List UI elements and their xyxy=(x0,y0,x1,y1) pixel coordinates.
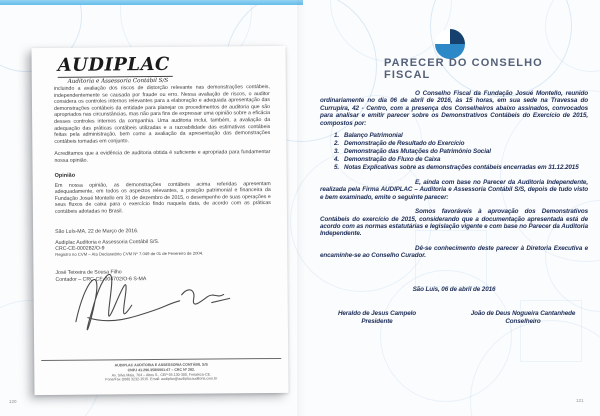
list-item-number: 3. xyxy=(334,148,340,156)
paragraph-encaminhe: Dê-se conhecimento deste parecer à Diretoria Executiva e encaminhe-se ao Conselho Curador. xyxy=(320,244,588,260)
footer-line: CNPJ 41.296.358/0001-67 – CRC Nº 282. xyxy=(127,367,196,373)
paragraph-intro: O Conselho Fiscal da Fundação Josué Montello, reunido ordinariamente no dia 06 de abril de 2016, às 15 horas, em sua sede na Travessa do Currupira, 42 - Centro, com a presença dos Conselheiros abaixo assinados, convocados para analisar e emitir parecer sobre os Demonstrativos Contábeis do Exercício de 2015, compostos por: xyxy=(320,90,588,127)
right-page-number: 121 xyxy=(576,398,584,403)
paragraph-evidence: Acreditamos que a evidência de auditoria obtida é suficiente e apropriada para fundamentar nossa opinião. xyxy=(54,149,271,164)
audiplac-tagline: Auditoria e Assessoria Contábil S/S xyxy=(67,77,169,85)
firm-cvm-line: Registro no CVM – Ato Declaratório CVM Nº 7.049 de 01 de Fevereiro de 2004. xyxy=(55,250,204,258)
signatures-row xyxy=(320,310,588,326)
list-item-text: Demonstração de Resultado do Exercício xyxy=(344,140,465,148)
parecer-body xyxy=(320,90,588,326)
paragraph-risks: incluindo a avaliação dos riscos de distorção relevante nas demonstrações contábeis, independentemente se causada por fraude ou erro. Nessa avaliação de riscos, o auditor considera os controles internos relevantes para a elaboração e adequada apresentação das demonstrações contábeis da entidade para planejar os procedimentos de auditoria que são apropriados nas circunstâncias, mas não para fins de expressar uma opinião sobre a eficácia desses controles internos da companhia. Uma auditoria inclui, também, a avaliação da adequação das práticas contábeis utilizadas e a razoabilidade das estimativas contábeis feitas pela administração, bem como a avaliação da apresentação das demonstrações contábeis tomadas em conjunto. xyxy=(53,84,271,145)
list-item xyxy=(334,132,588,140)
list-item xyxy=(334,148,588,156)
list-item-number: 2. xyxy=(334,140,340,148)
signer-role: Contador – CRC-CE-004702/O-6 S-MA xyxy=(55,275,147,283)
paragraph-favoravel: Somos favoráveis à aprovação dos Demonstrativos Contábeis do exercício de 2015, considerando que a documentação apresentada está de acordo com as normas estatutárias e legislação vigente e com base no Parecer da Auditoria Independente. xyxy=(320,208,588,238)
opinion-heading: Opinião xyxy=(54,172,76,179)
paragraph-opinion: Em nossa opinião, as demonstrações contábeis acima referidas apresentam adequadamente, em todos os aspectos relevantes, a posição patrimonial e financeira da Fundação Josué Montello em 31 de dezembro de 2015, o desempenho de suas operações e seus fluxos de caixa para o exercício findo naquela data, de acordo com as práticas contábeis adotadas no Brasil. xyxy=(54,180,271,215)
list-item-number: 4. xyxy=(334,156,340,164)
dateline: São Luís-MA, 22 de Março de 2016. xyxy=(55,227,139,235)
left-page-number: 120 xyxy=(9,399,17,404)
footer-line: Av. Silva Maia, 764 – Altos S., CEP 65.130-300, Fortaleza-CE. xyxy=(111,372,212,378)
top-accent-bar xyxy=(0,0,303,5)
signer-name: João de Deus Nogueira Cantanhede xyxy=(470,309,576,317)
list-item-number: 1. xyxy=(334,132,340,140)
scanned-audit-report-page xyxy=(31,46,288,395)
signer-role: Presidente xyxy=(361,317,393,325)
letterhead-footer xyxy=(34,358,288,383)
list-item xyxy=(334,156,588,164)
pie-chart-logo-icon xyxy=(435,29,465,59)
signature-block-conselheiro xyxy=(458,310,588,326)
list-item xyxy=(334,164,588,172)
list-item-text: Demonstração das Mutações do Patrimônio Social xyxy=(344,148,491,156)
footer-rule xyxy=(41,358,281,361)
list-item-text: Balanço Patrimonial xyxy=(344,132,403,140)
page-title: PARECER DO CONSELHO FISCAL xyxy=(384,57,543,81)
audiplac-logo xyxy=(58,54,173,85)
firm-name-line: Audiplac Auditoria e Assessoria Contábil S/S. xyxy=(55,238,160,246)
dateline: São Luís, 06 de abril de 2016 xyxy=(412,285,496,293)
signature-scribble xyxy=(61,258,242,350)
list-item-number: 5. xyxy=(334,164,340,172)
footer-line: AUDIPLAC AUDITORIA E ASSESSORIA CONTÁBIL S/S xyxy=(114,362,208,368)
footer-line: Fone/Fax (098) 3232-1515. Email: audiplac@audiplacauditoria.com.br xyxy=(105,376,218,382)
audit-report-body xyxy=(54,84,272,283)
statements-list xyxy=(334,132,588,172)
audiplac-wordmark: AUDIPLAC xyxy=(58,54,173,78)
list-item-text: Notas Explicativas sobre as demonstrações contábeis encerradas em 31.12.2015 xyxy=(344,164,579,172)
signature-block-president xyxy=(322,310,432,326)
signer-name: Heraldo de Jesus Campelo xyxy=(337,309,417,317)
paragraph-basis: E, ainda com base no Parecer da Auditoria Independente, realizada pela Firma AUDIPLAC – Auditoria e Assessoria Contábil S/S, depois de tudo visto e bem examinado, emite o seguinte parecer: xyxy=(320,179,588,201)
signer-role: Conselheiro xyxy=(505,317,541,325)
signer-name: José Teixeira de Sousa Filho xyxy=(55,269,122,277)
list-item-text: Demonstração do Fluxo de Caixa xyxy=(344,156,441,164)
list-item xyxy=(334,140,588,148)
page-seam xyxy=(297,0,305,416)
firm-crc-line: CRC-CE-000282/O-9 xyxy=(55,245,105,252)
